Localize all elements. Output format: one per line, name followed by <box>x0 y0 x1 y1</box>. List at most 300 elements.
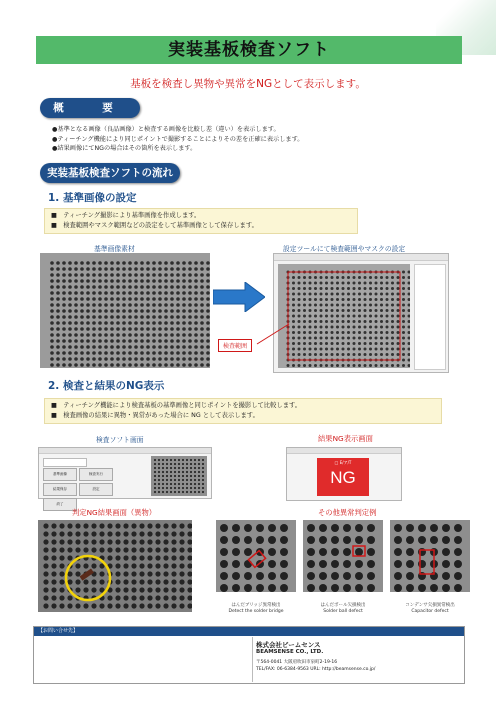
solder-ball-dot <box>174 459 176 461</box>
solder-ball-dot <box>194 339 198 343</box>
solder-ball-dot <box>56 279 60 283</box>
solder-ball-dot <box>158 491 160 493</box>
solder-ball-dot <box>375 342 378 345</box>
solder-ball-dot <box>347 353 350 356</box>
solder-ball-dot <box>128 303 132 307</box>
solder-ball-dot <box>155 523 160 528</box>
solder-ball-dot <box>128 279 132 283</box>
solder-ball-dot <box>367 524 375 532</box>
solder-ball-dot <box>163 539 168 544</box>
solder-ball-dot <box>182 279 186 283</box>
solder-ball-dot <box>164 309 168 313</box>
solder-ball-dot <box>314 304 317 307</box>
solder-ball-dot <box>131 555 136 560</box>
solder-ball-dot <box>59 571 64 576</box>
solder-ball-dot <box>375 309 378 312</box>
solder-ball-dot <box>139 547 144 552</box>
solder-ball-dot <box>200 273 204 277</box>
solder-ball-dot <box>206 273 210 277</box>
solder-ball-dot <box>158 339 162 343</box>
solder-ball-dot <box>320 315 323 318</box>
solder-ball-dot <box>122 279 126 283</box>
solder-ball-dot <box>353 353 356 356</box>
solder-ball-dot <box>353 331 356 334</box>
solder-ball-dot <box>134 267 138 271</box>
solder-ball-dot <box>158 345 162 349</box>
solder-ball-dot <box>164 345 168 349</box>
solder-ball-dot <box>186 459 188 461</box>
solder-ball-dot <box>188 315 192 319</box>
solder-ball-dot <box>162 467 164 469</box>
solder-ball-dot <box>397 337 400 340</box>
solder-ball-dot <box>80 357 84 361</box>
solder-ball-dot <box>342 326 345 329</box>
solder-ball-dot <box>122 303 126 307</box>
solder-ball-dot <box>364 298 367 301</box>
example-caption-jp: はんだブリッジ異常検出 <box>231 603 281 608</box>
solder-ball-dot <box>62 267 66 271</box>
solder-ball-dot <box>92 303 96 307</box>
solder-ball-dot <box>347 326 350 329</box>
exit-button[interactable]: 終了 <box>43 498 77 511</box>
solder-ball-dot <box>336 337 339 340</box>
solder-ball-dot <box>115 579 120 584</box>
solder-ball-dot <box>179 579 184 584</box>
solder-ball-dot <box>179 523 184 528</box>
solder-ball-dot <box>152 345 156 349</box>
solder-ball-dot <box>319 584 327 592</box>
solder-ball-dot <box>56 321 60 325</box>
solder-ball-dot <box>170 303 174 307</box>
solder-ball-dot <box>200 261 204 265</box>
solder-ball-dot <box>325 309 328 312</box>
solder-ball-dot <box>309 309 312 312</box>
solder-ball-dot <box>116 357 120 361</box>
solder-ball-dot <box>98 279 102 283</box>
solder-ball-dot <box>182 459 184 461</box>
solder-ball-dot <box>292 342 295 345</box>
solder-ball-dot <box>86 327 90 331</box>
solder-ball-dot <box>176 357 180 361</box>
solder-ball-dot <box>342 353 345 356</box>
solder-ball-dot <box>122 261 126 265</box>
solder-ball-dot <box>268 536 276 544</box>
solder-ball-dot <box>62 303 66 307</box>
path-field[interactable] <box>43 458 87 467</box>
solder-ball-dot <box>155 547 160 552</box>
solder-ball-dot <box>402 364 405 367</box>
solder-ball-dot <box>147 555 152 560</box>
solder-ball-dot <box>342 364 345 367</box>
solder-ball-dot <box>56 363 60 367</box>
solder-ball-dot <box>418 560 426 568</box>
solder-ball-dot <box>155 555 160 560</box>
solder-ball-dot <box>50 345 54 349</box>
solder-ball-dot <box>139 603 144 608</box>
solder-ball-dot <box>178 467 180 469</box>
solder-ball-dot <box>59 539 64 544</box>
solder-ball-dot <box>164 333 168 337</box>
solder-ball-dot <box>287 364 290 367</box>
solder-ball-dot <box>140 345 144 349</box>
solder-ball-dot <box>364 282 367 285</box>
solder-ball-dot <box>116 267 120 271</box>
solder-ball-dot <box>128 273 132 277</box>
solder-ball-dot <box>56 327 60 331</box>
solder-ball-dot <box>375 298 378 301</box>
solder-ball-dot <box>134 273 138 277</box>
example-caption <box>390 603 470 615</box>
solder-ball-dot <box>176 309 180 313</box>
solder-ball-dot <box>104 285 108 289</box>
solder-ball-dot <box>62 291 66 295</box>
solder-ball-dot <box>325 287 328 290</box>
step2-notes <box>44 398 442 424</box>
solder-ball-dot <box>342 348 345 351</box>
solder-ball-dot <box>51 563 56 568</box>
solder-ball-dot <box>309 298 312 301</box>
solder-ball-dot <box>369 304 372 307</box>
solder-ball-dot <box>280 524 288 532</box>
solder-ball-dot <box>380 353 383 356</box>
solder-ball-dot <box>314 364 317 367</box>
solder-ball-dot <box>394 584 402 592</box>
solder-ball-dot <box>104 363 108 367</box>
solder-ball-dot <box>280 560 288 568</box>
solder-ball-dot <box>331 572 339 580</box>
ng-result-header: □ E/ア/T <box>334 460 352 465</box>
solder-ball-dot <box>402 331 405 334</box>
solder-ball-dot <box>325 298 328 301</box>
solder-ball-dot <box>123 531 128 536</box>
solder-ball-dot <box>152 363 156 367</box>
solder-ball-dot <box>320 282 323 285</box>
solder-ball-dot <box>391 282 394 285</box>
solder-ball-dot <box>166 467 168 469</box>
solder-ball-dot <box>391 276 394 279</box>
solder-ball-dot <box>170 471 172 473</box>
solder-ball-dot <box>91 539 96 544</box>
solder-ball-dot <box>80 291 84 295</box>
solder-ball-dot <box>146 315 150 319</box>
solder-ball-dot <box>176 327 180 331</box>
solder-ball-dot <box>74 357 78 361</box>
solder-ball-dot <box>292 320 295 323</box>
solder-ball-dot <box>80 321 84 325</box>
solder-ball-dot <box>131 523 136 528</box>
solder-ball-dot <box>355 584 363 592</box>
solder-ball-dot <box>206 291 210 295</box>
solder-ball-dot <box>154 471 156 473</box>
solder-ball-dot <box>98 261 102 265</box>
solder-ball-dot <box>104 321 108 325</box>
solder-ball-dot <box>375 331 378 334</box>
solder-ball-dot <box>391 320 394 323</box>
solder-ball-dot <box>402 320 405 323</box>
solder-ball-dot <box>244 572 252 580</box>
solder-ball-dot <box>375 353 378 356</box>
solder-ball-dot <box>176 261 180 265</box>
solder-ball-dot <box>358 320 361 323</box>
solder-ball-dot <box>158 321 162 325</box>
solder-ball-dot <box>402 276 405 279</box>
solder-ball-dot <box>98 357 102 361</box>
solder-ball-dot <box>369 348 372 351</box>
solder-ball-dot <box>320 276 323 279</box>
solder-ball-dot <box>314 298 317 301</box>
solder-ball-dot <box>182 363 186 367</box>
solder-ball-dot <box>170 463 172 465</box>
solder-ball-dot <box>394 572 402 580</box>
solder-ball-dot <box>380 298 383 301</box>
solder-ball-dot <box>110 303 114 307</box>
solder-ball-dot <box>325 282 328 285</box>
solder-ball-dot <box>59 579 64 584</box>
solder-ball-dot <box>146 351 150 355</box>
solder-ball-dot <box>74 279 78 283</box>
solder-ball-dot <box>355 548 363 556</box>
solder-ball-dot <box>59 523 64 528</box>
solder-ball-dot <box>358 282 361 285</box>
solder-ball-dot <box>380 320 383 323</box>
solder-ball-dot <box>314 293 317 296</box>
solder-ball-dot <box>176 279 180 283</box>
solder-ball-dot <box>292 298 295 301</box>
solder-ball-dot <box>176 285 180 289</box>
solder-ball-dot <box>397 282 400 285</box>
solder-ball-dot <box>80 309 84 313</box>
solder-ball-dot <box>386 309 389 312</box>
solder-ball-dot <box>116 273 120 277</box>
solder-ball-dot <box>158 363 162 367</box>
solder-ball-dot <box>164 279 168 283</box>
solder-ball-dot <box>86 261 90 265</box>
setting-tool-image <box>278 264 410 368</box>
solder-ball-dot <box>86 309 90 313</box>
solder-ball-dot <box>430 584 438 592</box>
settings-button[interactable]: 設定 <box>79 483 113 496</box>
solder-ball-dot <box>146 363 150 367</box>
solder-ball-dot <box>116 285 120 289</box>
solder-ball-dot <box>367 536 375 544</box>
solder-ball-dot <box>59 547 64 552</box>
solder-ball-dot <box>86 267 90 271</box>
solder-ball-dot <box>122 327 126 331</box>
solder-ball-dot <box>194 327 198 331</box>
solder-ball-dot <box>353 276 356 279</box>
solder-ball-dot <box>298 320 301 323</box>
solder-ball-dot <box>331 293 334 296</box>
solder-ball-dot <box>176 297 180 301</box>
solder-ball-dot <box>202 463 204 465</box>
solder-ball-dot <box>298 309 301 312</box>
solder-ball-dot <box>369 287 372 290</box>
company-tel-url: TEL/FAX: 06-6384-9563 URL: http://beamsense.co.jp/ <box>256 667 376 672</box>
solder-ball-dot <box>182 327 186 331</box>
solder-ball-dot <box>128 285 132 289</box>
solder-ball-dot <box>186 479 188 481</box>
solder-ball-dot <box>418 572 426 580</box>
solder-ball-dot <box>134 339 138 343</box>
solder-ball-dot <box>342 287 345 290</box>
solder-ball-dot <box>115 539 120 544</box>
solder-ball-dot <box>86 291 90 295</box>
solder-ball-dot <box>194 291 198 295</box>
solder-ball-dot <box>176 351 180 355</box>
solder-ball-dot <box>182 321 186 325</box>
solder-ball-dot <box>122 273 126 277</box>
solder-ball-dot <box>347 298 350 301</box>
solder-ball-dot <box>147 539 152 544</box>
solder-ball-dot <box>232 584 240 592</box>
solder-ball-dot <box>174 475 176 477</box>
solder-ball-dot <box>158 467 160 469</box>
solder-ball-dot <box>200 339 204 343</box>
save-result-button[interactable]: 結果保存 <box>43 483 77 496</box>
solder-ball-dot <box>131 539 136 544</box>
solder-ball-dot <box>331 331 334 334</box>
solder-ball-dot <box>99 547 104 552</box>
solder-ball-dot <box>116 261 120 265</box>
step1-title: 1. 基準画像の設定 <box>48 192 137 204</box>
solder-ball-dot <box>74 285 78 289</box>
solder-ball-dot <box>75 539 80 544</box>
solder-ball-dot <box>232 548 240 556</box>
capacitor-example-image <box>390 520 470 592</box>
solder-ball-dot <box>194 345 198 349</box>
solder-ball-dot <box>83 547 88 552</box>
solder-ball-dot <box>256 584 264 592</box>
solder-ball-dot <box>116 303 120 307</box>
solder-ball-dot <box>380 287 383 290</box>
solder-ball-dot <box>51 531 56 536</box>
solder-ball-dot <box>355 536 363 544</box>
solder-ball-dot <box>364 320 367 323</box>
solder-ball-dot <box>182 479 184 481</box>
solder-ball-dot <box>190 471 192 473</box>
solder-ball-dot <box>268 548 276 556</box>
solder-ball-dot <box>164 339 168 343</box>
solder-ball-dot <box>123 539 128 544</box>
example-caption <box>303 603 383 615</box>
solder-ball-dot <box>123 603 128 608</box>
solder-ball-dot <box>402 359 405 362</box>
solder-ball-dot <box>163 563 168 568</box>
solder-ball-dot <box>158 479 160 481</box>
solder-ball-dot <box>336 282 339 285</box>
solder-ball-dot <box>280 572 288 580</box>
solder-ball-dot <box>176 315 180 319</box>
step1-notes <box>44 208 358 234</box>
solder-ball-dot <box>394 548 402 556</box>
reference-image-button[interactable]: 基準画像 <box>43 468 77 481</box>
solder-ball-dot <box>325 293 328 296</box>
solder-ball-dot <box>309 276 312 279</box>
solder-ball-dot <box>115 523 120 528</box>
solder-ball-dot <box>200 279 204 283</box>
solder-ball-dot <box>325 337 328 340</box>
solder-ball-dot <box>123 571 128 576</box>
solder-ball-dot <box>331 309 334 312</box>
solder-ball-dot <box>140 321 144 325</box>
solder-ball-dot <box>128 357 132 361</box>
solder-ball-dot <box>386 320 389 323</box>
solder-ball-dot <box>355 560 363 568</box>
solder-ball-dot <box>170 339 174 343</box>
solder-ball-dot <box>309 326 312 329</box>
solder-ball-dot <box>139 595 144 600</box>
solder-ball-dot <box>122 321 126 325</box>
solder-ball-dot <box>336 309 339 312</box>
solder-ball-dot <box>206 327 210 331</box>
solder-ball-dot <box>56 309 60 313</box>
solder-ball-dot <box>188 291 192 295</box>
solder-ball-dot <box>162 479 164 481</box>
solder-ball-dot <box>146 285 150 289</box>
solder-ball-dot <box>80 261 84 265</box>
solder-ball-dot <box>402 309 405 312</box>
solder-ball-dot <box>391 309 394 312</box>
solder-ball-dot <box>454 572 462 580</box>
solder-ball-dot <box>43 563 48 568</box>
solder-ball-dot <box>115 563 120 568</box>
solder-ball-dot <box>140 309 144 313</box>
solder-ball-dot <box>43 603 48 608</box>
solder-ball-dot <box>163 587 168 592</box>
solder-ball-dot <box>122 357 126 361</box>
solder-ball-dot <box>397 315 400 318</box>
solder-ball-dot <box>166 471 168 473</box>
solder-ball-dot <box>325 342 328 345</box>
solder-ball-dot <box>116 291 120 295</box>
solder-ball-dot <box>171 595 176 600</box>
solder-ball-dot <box>375 337 378 340</box>
solder-ball-dot <box>314 331 317 334</box>
solder-ball-dot <box>134 345 138 349</box>
solder-ball-dot <box>406 524 414 532</box>
solder-ball-dot <box>298 348 301 351</box>
solder-ball-dot <box>107 523 112 528</box>
solder-ball-dot <box>116 339 120 343</box>
solder-ball-dot <box>194 351 198 355</box>
solder-ball-dot <box>139 571 144 576</box>
solder-ball-dot <box>110 261 114 265</box>
solder-ball-dot <box>347 331 350 334</box>
solder-ball-dot <box>83 587 88 592</box>
solder-ball-dot <box>162 491 164 493</box>
solder-ball-dot <box>206 363 210 367</box>
solder-ball-dot <box>402 348 405 351</box>
solder-ball-dot <box>162 475 164 477</box>
solder-ball-dot <box>67 603 72 608</box>
solder-ball-dot <box>91 563 96 568</box>
example-caption-en: Detect the solder bridge <box>228 609 284 614</box>
solder-ball-dot <box>206 333 210 337</box>
solder-ball-dot <box>86 351 90 355</box>
solder-ball-dot <box>128 333 132 337</box>
solder-ball-dot <box>147 523 152 528</box>
solder-ball-dot <box>314 337 317 340</box>
solder-ball-dot <box>397 331 400 334</box>
solder-ball-dot <box>179 563 184 568</box>
solder-ball-dot <box>74 303 78 307</box>
run-inspection-button[interactable]: 検査実行 <box>79 468 113 481</box>
solder-ball-dot <box>158 297 162 301</box>
solder-ball-dot <box>280 548 288 556</box>
solder-ball-dot <box>386 298 389 301</box>
solder-ball-dot <box>98 321 102 325</box>
solder-ball-dot <box>320 326 323 329</box>
